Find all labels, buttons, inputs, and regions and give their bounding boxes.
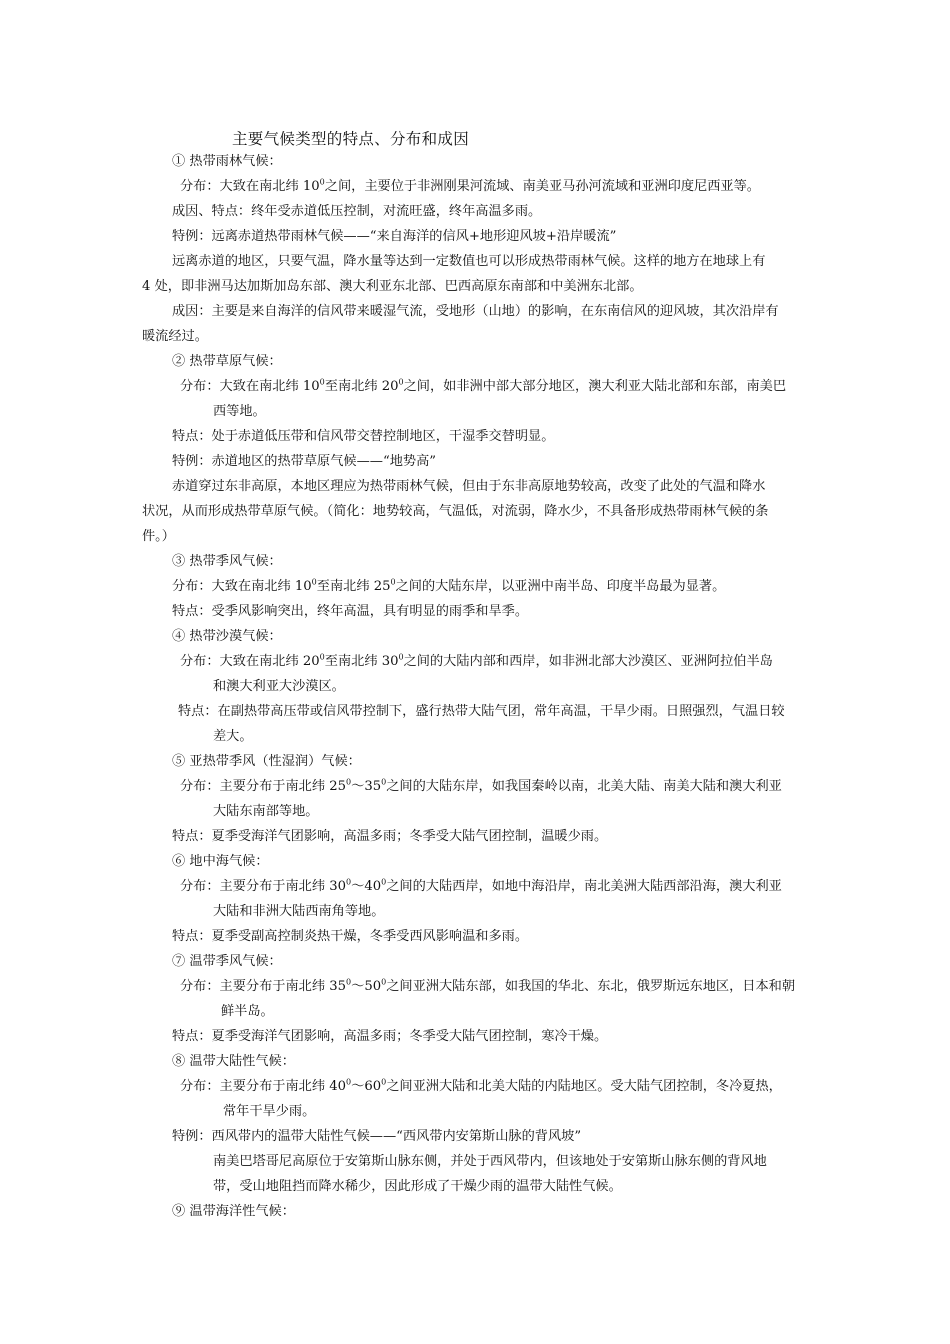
paragraph-line: 南美巴塔哥尼高原位于安第斯山脉东侧，并处于西风带内，但该地处于安第斯山脉东侧的背风地 xyxy=(213,1154,767,1169)
page-title: 主要气候类型的特点、分布和成因 xyxy=(232,130,470,148)
distribution-line: 大陆东南部等地。 xyxy=(213,804,319,819)
section-heading: ⑤ 亚热带季风（性湿润）气候： xyxy=(172,754,361,769)
paragraph-line: 件。） xyxy=(142,529,175,544)
distribution-line: 分布：主要分布于南北纬 $40^0\sim 60^0$之间亚洲大陆和北美大陆的内陆地区。受大陆气团控制，冬冷夏热， xyxy=(180,1077,782,1094)
section-heading: ② 热带草原气候： xyxy=(172,354,282,369)
distribution-line: 和澳大利亚大沙漠区。 xyxy=(213,679,345,694)
feature-line: 特点：在副热带高压带或信风带控制下，盛行热带大陆气团，常年高温，干旱少雨。日照强烈，气温日较 xyxy=(178,704,785,719)
section-heading: ① 热带雨林气候： xyxy=(172,154,282,169)
feature-line: 特点：受季风影响突出，终年高温，具有明显的雨季和旱季。 xyxy=(172,604,529,619)
section-heading: ⑦ 温带季风气候： xyxy=(172,954,282,969)
feature-line: 差大。 xyxy=(213,729,253,744)
distribution-line: 分布：主要分布于南北纬 $25^0\sim 35^0$之间的大陆东岸，如我国秦岭以南，北美大陆、南美大陆和澳大利亚 xyxy=(180,777,782,794)
example-line: 特例：西风带内的温带大陆性气候——“西风带内安第斯山脉的背风坡” xyxy=(172,1129,582,1144)
distribution-line: 常年干旱少雨。 xyxy=(223,1104,316,1119)
section-heading: ③ 热带季风气候： xyxy=(172,554,282,569)
section-heading: ⑨ 温带海洋性气候： xyxy=(172,1204,295,1219)
example-line: 特例：远离赤道热带雨林气候——“来自海洋的信风+地形迎风坡+沿岸暖流” xyxy=(172,229,617,244)
distribution-line: 大陆和非洲大陆西南角等地。 xyxy=(213,904,385,919)
distribution-line: 西等地。 xyxy=(213,404,266,419)
distribution-line: 分布：主要分布于南北纬 $30^0\sim 40^0$之间的大陆西岸，如地中海沿岸，南北美洲大陆西部沿海，澳大利亚 xyxy=(180,877,782,894)
paragraph-line: 带，受山地阻挡而降水稀少，因此形成了干燥少雨的温带大陆性气候。 xyxy=(213,1179,622,1194)
distribution-line: 分布：大致在南北纬 $10^0$之间，主要位于非洲刚果河流域、南美亚马孙河流域和亚洲印度尼西亚等。 xyxy=(180,177,760,194)
feature-line: 特点：夏季受副高控制炎热干燥，冬季受西风影响温和多雨。 xyxy=(172,929,529,944)
section-heading: ④ 热带沙漠气候： xyxy=(172,629,282,644)
feature-line: 特点：夏季受海洋气团影响，高温多雨；冬季受大陆气团控制，温暖少雨。 xyxy=(172,829,608,844)
distribution-line: 鲜半岛。 xyxy=(221,1004,274,1019)
example-line: 特例：赤道地区的热带草原气候——“地势高” xyxy=(172,454,437,469)
distribution-line: 分布：大致在南北纬 $10^0$至南北纬 $20^0$之间，如非洲中部大部分地区，澳大利亚大陆北部和东部，南美巴 xyxy=(180,377,787,394)
distribution-line: 分布：大致在南北纬 $10^0$至南北纬 $25^0$之间的大陆东岸，以亚洲中南半岛、印度半岛最为显著。 xyxy=(172,577,726,594)
distribution-line: 分布：主要分布于南北纬 $35^0\sim 50^0$之间亚洲大陆东部，如我国的华北、东北，俄罗斯远东地区，日本和朝 xyxy=(180,977,796,994)
paragraph-line: 赤道穿过东非高原，本地区理应为热带雨林气候，但由于东非高原地势较高，改变了此处的气温和降水 xyxy=(172,479,766,494)
distribution-line: 分布：大致在南北纬 $20^0$至南北纬 $30^0$之间的大陆内部和西岸，如非洲北部大沙漠区、亚洲阿拉伯半岛 xyxy=(180,652,773,669)
paragraph-line: 远离赤道的地区，只要气温，降水量等达到一定数值也可以形成热带雨林气候。这样的地方在地球上有 xyxy=(172,254,766,269)
paragraph-line: 4 处，即非洲马达加斯加岛东部、澳大利亚东北部、巴西高原东南部和中美洲东北部。 xyxy=(142,279,643,294)
paragraph-line: 暖流经过。 xyxy=(142,329,208,344)
cause-line: 成因、特点：终年受赤道低压控制，对流旺盛，终年高温多雨。 xyxy=(172,204,542,219)
feature-line: 特点：夏季受海洋气团影响，高温多雨；冬季受大陆气团控制，寒冷干燥。 xyxy=(172,1029,608,1044)
paragraph-line: 成因：主要是来自海洋的信风带来暖湿气流，受地形（山地）的影响，在东南信风的迎风坡，其次沿岸有 xyxy=(172,304,779,319)
paragraph-line: 状况，从而形成热带草原气候。（简化：地势较高，气温低，对流弱，降水少，不具备形成热带雨林气候的条 xyxy=(142,504,769,519)
feature-line: 特点：处于赤道低压带和信风带交替控制地区，干湿季交替明显。 xyxy=(172,429,555,444)
section-heading: ⑧ 温带大陆性气候： xyxy=(172,1054,295,1069)
section-heading: ⑥ 地中海气候： xyxy=(172,854,269,869)
